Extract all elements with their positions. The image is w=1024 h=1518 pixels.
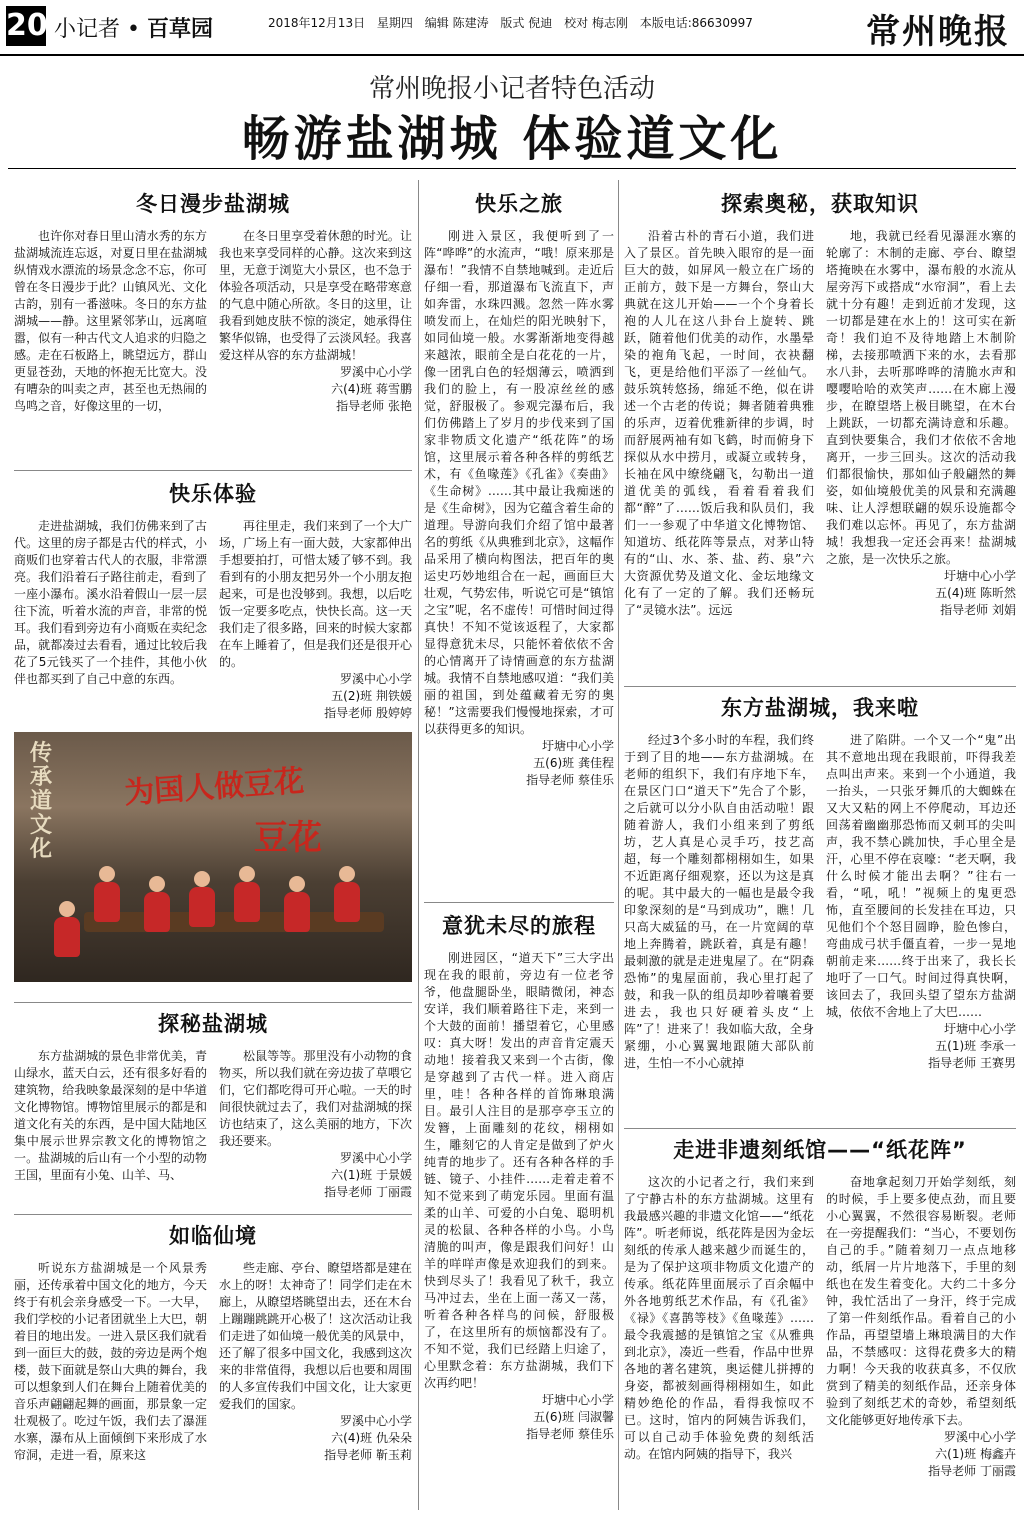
proof-credit: 校对 梅志刚: [564, 16, 628, 30]
byline-teacher: 指导老师 蔡佳乐: [526, 1427, 614, 1441]
article-title: 意犹未尽的旅程: [442, 914, 596, 938]
layout-credit: 版式 倪迪: [500, 16, 553, 30]
photo-sign: 豆花: [254, 818, 322, 858]
byline-teacher: 指导老师 丁丽霞: [324, 1185, 412, 1199]
byline-teacher: 指导老师 王赛男: [928, 1056, 1016, 1070]
byline-author: 六(1)班 于景媛: [331, 1168, 412, 1182]
article-unfinished-journey: [424, 910, 614, 1512]
section-name: 百草园: [147, 17, 214, 42]
article-explore-salt-lake: [14, 1008, 412, 1210]
body-text: 沿着古朴的青石小道，我们进入了景区。首先映入眼帘的是一面巨大的鼓，如屏风一般立在广场的正前方，鼓下是一方舞台，祭山大典就在这儿开始——一个个身着长袍的人儿在这八卦台上旋转、跳跃，随着他们优美的动作，水墨晕染的袍角飞起，一时间，衣袂翻飞，更是给他们平添了一丝仙气。鼓乐筑转悠扬，绵延不绝，似在讲述一个古老的传说；舞者随着典雅的乐声，迈着优雅新律的步调，时而舒展两袖有如飞鹤，时而俯身下探似从水中捞月，或凝立或转身，长袖在风中缭绕翩飞，勾勒出一道道优美的弧线，看着看着我们都“醉”了……饭后我和队员们，我们一一参观了中华道文化博物馆、知道坊、纸花阵等景点，对茅山特有的“山、水、茶、盐、药、泉”六大资源优势及道文化、金坛地缘文化有了一定的了解。我们还畅玩了“灵镜水法”。远远: [624, 229, 814, 617]
byline: [219, 671, 412, 722]
byline: [826, 1429, 1016, 1480]
article-divider: [624, 686, 1016, 687]
byline-author: 五(4)班 陈昕然: [935, 586, 1016, 600]
byline-author: 五(1)班 李承一: [935, 1039, 1016, 1053]
article-body: [14, 518, 207, 722]
page-number: 20: [6, 6, 46, 46]
byline-school: 圩塘中心小学: [541, 739, 614, 753]
body-text: 刚进园区，“道天下”三大字出现在我的眼前，旁边有一位老爷爷，他盘腿卧坐，眼睛微闭，神态安详，我们顺着路往下走，来到一个大鼓的面前！播望着它，心里感叹：真大呀！发出的声音肯定震天动地！接着我又来到一个古街，像是穿越到了古代一样。进入商店里，哇！各种各样的首饰琳琅满目。最引人注目的是那亭亭玉立的发簪，上面雕刻的花纹，栩栩如生，雕刻它的人肯定是做到了炉火纯青的地步了。还有各种各样的手链、镜子、小挂件……走着走着不知不觉来到了萌宠乐园。里面有温柔的山羊、可爱的小白兔、聪明机灵的松鼠、各种各样的小鸟。小鸟清脆的叫声，像是跟我们问好！山羊的咩咩声像是欢迎我们的到来。快到尽头了！我看见了秋千，我立马冲过去，坐在上面一荡又一荡，听着各种各样鸟的问候，舒服极了，在这里所有的烦恼都没有了。不知不觉，我们已经踏上归途了，心里默念着：东方盐湖城，我们下次再约吧！: [424, 951, 614, 1390]
desk-phone: 本版电话:86630997: [639, 16, 753, 30]
article-divider: [624, 1128, 1016, 1129]
body-text: 东方盐湖城的景色非常优美，青山绿水，蓝天白云，还有很多好看的建筑物，给我映象最深刻的是中华道文化博物馆。博物馆里展示的都是和道文化有关的东西，是中国大陆地区集中展示世界宗教文化的博物馆之一。盐湖城的后山有一个小型的动物王国，里面有小兔、山羊、马、: [14, 1049, 207, 1182]
page-kicker: 常州晚报小记者特色活动: [368, 74, 655, 104]
byline-author: 六(4)班 蒋雪鹏: [331, 382, 412, 396]
byline: [826, 1021, 1016, 1072]
page-headline: 畅游盐湖城 体验道文化: [241, 111, 783, 167]
byline-school: 圩塘中心小学: [943, 1022, 1016, 1036]
article-divider: [424, 902, 614, 903]
byline: [219, 1413, 412, 1464]
byline: [424, 1392, 614, 1443]
article-winter-walk: [14, 188, 412, 466]
byline-school: 圩塘中心小学: [943, 569, 1016, 583]
byline-author: 五(6)班 闫淑馨: [533, 1410, 614, 1424]
article-body: [826, 228, 1016, 619]
article-divider: [14, 470, 412, 471]
body-text: 再往里走，我们来到了一个大广场，广场上有一面大鼓，大家都伸出手想要拍打，可惜太矮了够不到。我看到有的小朋友把另外一个小朋友抱起来，可是也没够到。我想，以后吃饭一定要多吃点，快快长高。这一天我们走了很多路，回来的时候大家都在车上睡着了，但是我们还是很开心的。: [219, 519, 412, 669]
article-body: [219, 228, 412, 415]
article-papercut-museum: [624, 1134, 1016, 1512]
article-here-i-come: [624, 692, 1016, 1124]
child-figure: [54, 917, 80, 957]
article-title: 走进非遗刻纸馆——“纸花阵”: [673, 1138, 967, 1162]
article-title: 快乐体验: [169, 482, 257, 506]
section-dot: •: [127, 17, 140, 42]
article-body: [14, 1260, 207, 1464]
article-body: [14, 228, 207, 415]
body-text: 经过3个多小时的车程，我们终于到了目的地——东方盐湖城。在老师的组织下，我们有序地下车，在景区门口“道天下”先合了个影，之后就可以分小队自由活动啦！跟随着游人，我们小组来到了剪纸坊，艺人真是心灵手巧，技艺高超，每一个雕刻都栩栩如生，如果不近距离仔细观察，还以为这是真的呢。其中最大的一幅也是最令我印象深刻的是“马到成功”，瞧！几只高大威猛的马，在一片宽阔的草地上奔腾着，跳跃着，真是有趣！最刺激的就是走进鬼屋了。在“阴森恐怖”的鬼屋面前，我心里打起了鼓，和我一队的组员却吵着嚷着要进去，我也只好硬着头皮“上阵”了！进来了！我如临大敌，全身紧绷，小心翼翼地跟随大部队前进，生怕一不小心就掉: [624, 733, 814, 1070]
body-text: 地，我就已经看见瀑涯水寨的轮廓了：木制的走廊、亭台、瞭望塔掩映在水雾中，瀑布般的水流从屋旁泻下或搭成“水帘洞”，看上去就十分有趣！走到近前才发现，这一切都是建在水上的！这可实在新奇！我们迫不及待地踏上木制阶梯，去接那喷洒下来的水，去看那水八卦，去听那哗哗的清脆水声和嘤嘤哈哈的欢笑声……在木廊上漫步，在瞭望塔上极目眺望，在木台上跳跃，一切都充满诗意和乐趣。直到快要集合，我们才依依不舍地离开，一步三回头。这次的活动我们都很愉快，那如仙子般翩然的舞姿，如仙境般优美的风景和充满趣味、让人浮想联翩的娱乐设施都令我们难以忘怀。再见了，东方盐湖城！我想我一定还会再来！盐湖城之旅，是一次快乐之旅。: [826, 229, 1016, 566]
body-text: 这次的小记者之行，我们来到了宁静古朴的东方盐湖城。这里有我最感兴趣的非遗文化馆——“纸花阵”。听老师说，纸花阵是因为金坛刻纸的传承人越来越少而诞生的，是为了保护这项非物质文化遗产的传承。纸花阵里面展示了百余幅中外各地剪纸艺术作品，有《孔雀》《禄》《喜鹊等枝》《鱼喙莲》……最令我震撼的是镇馆之宝《从雅典到北京》，凑近一些看，作品中世界各地的著名建筑，奥运健儿拼搏的身姿，都被刻画得栩栩如生，如此精妙绝伦的作品，看得我惊叹不已。这时，馆内的阿姨告诉我们，可以自己动手体验免费的刻纸活动。在馆内阿姨的指导下，我兴: [624, 1175, 814, 1461]
group-photo: [14, 732, 412, 982]
body-text: 走进盐湖城，我们仿佛来到了古代。这里的房子都是古代的样式，小商贩们也穿着古代人的衣服，非常漂亮。我们沿着石子路往前走，看到了一座小瀑布。溪水沿着假山一层一层往下流，听着水流的声音，非常的悦耳。我们看到旁边有小商贩在卖纪念品，就都凑过去看看，通过比较后我花了5元钱买了一个挂件，其他小伙伴也都买到了自己中意的东西。: [14, 519, 207, 686]
article-body: [219, 1048, 412, 1201]
photo-side-text: 传承道文化: [30, 741, 53, 862]
byline-author: 六(4)班 仇朵朵: [331, 1431, 412, 1445]
article-title: 探秘盐湖城: [158, 1012, 268, 1036]
child-figure: [284, 892, 310, 932]
body-text: 刚进入景区，我便听到了一阵“哗哗”的水流声，“哦！原来那是瀑布！”我情不自禁地喊到。走近后仔细一看，那道瀑布飞流直下，声如奔雷，水珠四溅。忽然一阵水雾喷发而上，在灿烂的阳光映射下，如同仙境一般。水雾渐渐地变得越来越浓，眼前全是白花花的一片，像一团乳白色的轻烟薄云，喷洒到我们的脸上，有一股凉丝丝的感觉，舒服极了。参观完瀑布后，我们仿佛踏上了岁月的步伐来到了国家非物质文化遗产“纸花阵”的场馆，这里展示着各种各样的剪纸艺术，有《鱼喙莲》《孔雀》《奏曲》《生命树》……其中最让我痴迷的是《生命树》，因为它蕴含着生命的道理。导游向我们介绍了馆中最著名的剪纸《从典雅到北京》，这幅作品采用了横向构图法，把百年的奥运史巧妙地组合在一起，画面巨大壮观，气势宏伟，听说它可是“镇馆之宝”呢，名不虚传！可惜时间过得真快！不知不觉该返程了，大家都显得意犹未尽，只能怀着依依不舍的心情离开了诗情画意的东方盐湖城。我情不自禁地感叹道：“我们美丽的祖国，到处蕴藏着无穷的奥秘！”这需要我们慢慢地探索，才可以获得更多的知识。: [424, 229, 614, 736]
byline-author: 五(6)班 龚佳程: [533, 756, 614, 770]
article-happy-experience: [14, 478, 412, 728]
section-prefix: 小记者: [54, 17, 121, 42]
child-figure: [234, 882, 260, 922]
article-body: [624, 732, 814, 1072]
newspaper-masthead: 常州晚报: [866, 12, 1010, 52]
article-title: 如临仙境: [169, 1224, 257, 1248]
article-divider: [14, 1002, 412, 1003]
byline-teacher: 指导老师 蔡佳乐: [526, 773, 614, 787]
byline-author: 六(1)班 梅鑫卉: [935, 1447, 1016, 1461]
byline-teacher: 指导老师 靳玉莉: [324, 1448, 412, 1462]
article-body: [826, 732, 1016, 1072]
body-text: 松鼠等等。那里没有小动物的食物买，所以我们就在旁边拔了草喂它们，它们都吃得可开心啦。一天的时间很快就过去了，我们对盐湖城的探访也结束了，这么美丽的地方，下次我还要来。: [219, 1049, 412, 1148]
article-body: [624, 228, 814, 619]
article-explore-mysteries: [624, 188, 1016, 682]
byline: [219, 1150, 412, 1201]
body-text: 些走廊、亭台、瞭望塔都是建在水上的呀！太神奇了！同学们走在木廊上，从瞭望塔眺望出去，还在木台上蹦蹦跳跳开心极了！这次活动让我们走进了如仙境一般优美的风景中，还了解了很多中国文化，我感到这次来的非常值得，我想以后也要和周围的人多宣传我们中国文化，让大家更爱我们的国家。: [219, 1261, 412, 1411]
byline-school: 圩塘中心小学: [541, 1393, 614, 1407]
article-body: [424, 228, 614, 789]
issue-meta: [268, 14, 761, 31]
article-happy-journey: [424, 188, 614, 898]
article-title: 东方盐湖城，我来啦: [721, 696, 919, 720]
byline: [219, 364, 412, 415]
body-text: 奋地拿起刻刀开始学刻纸，刻的时候，手上要多使点劲，而且要小心翼翼，不然很容易断裂。老师在一旁提醒我们：“当心，不要划伤自己的手。”随着刻刀一点点地移动，纸屑一片片地落下，手里的刻纸也在发生着变化。大约二十多分钟，我忙活出了一身汗，终于完成了第一件刻纸作品。看着自己的小作品，再望望墙上琳琅满目的大作品，不禁感叹：这得花费多大的精力啊！今天我的收获真多，不仅欣赏到了精美的刻纸作品，还亲身体验到了刻纸艺术的奇妙，希望刻纸文化能够更好地传承下去。: [826, 1175, 1016, 1427]
article-body: [14, 1048, 207, 1201]
article-title: 探索奥秘，获取知识: [721, 192, 919, 216]
child-figure: [144, 892, 170, 932]
body-text: 在冬日里享受着休憩的时光。让我也来享受同样的心静。这次来到这里，无意于浏览大小景区，也不急于体验各项活动，只是享受在略带寒意的气息中随心所欲。冬日的这里，让我看到她皮肤不惊的淡定，她承得住繁华似锦，也受得了云淡风轻。我喜爱这样从容的东方盐湖城！: [219, 229, 412, 362]
byline-school: 罗溪中心小学: [943, 1430, 1016, 1444]
byline-teacher: 指导老师 殷婷婷: [324, 706, 412, 720]
byline-teacher: 指导老师 张艳: [336, 399, 412, 413]
body-text: 进了陷阱。一个又一个“鬼”出其不意地出现在我眼前，吓得我差点叫出声来。来到一个小通道，我一抬头，一只张牙舞爪的大蜘蛛在又大又粘的网上不停爬动，耳边还回荡着幽幽那恐怖而又刺耳的尖叫声，我不禁心跳加快，手心里全是汗，心里不停在哀嚎：“老天啊，我什么时候才能出去啊？”往右一看，“吼，吼！”视频上的鬼更恐怖，直至腰间的长发挂在耳边，只见他们个个怒目圆睁，脸色惨白，弯曲成弓状手僵直着，一步一晃地朝前走来……终于出来了，我长长地吁了一口气。时间过得真快啊，该回去了，我回头望了望东方盐湖城，依依不舍地上了大巴……: [826, 733, 1016, 1019]
article-title: 冬日漫步盐湖城: [136, 192, 290, 216]
byline-author: 五(2)班 荆铁媛: [331, 689, 412, 703]
body-text: 听说东方盐湖城是一个风景秀丽，还传承着中国文化的地方，今天终于有机会亲身感受一下。一大早，我们学校的小记者团就坐上大巴，朝着目的地出发。一进入景区我们就看到一面巨大的鼓，鼓的旁边是两个炮楼，鼓下面就是祭山大典的舞台，我可以想象到人们在舞台上随着优美的音乐声翩翩起舞的画面，那景象一定壮观极了。吃过午饭，我们去了瀑涯水寨，瀑布从上面倾倒下来形成了水帘洞，走进一看，原来这: [14, 1261, 207, 1462]
headline-rule: [8, 168, 1016, 169]
byline: [424, 738, 614, 789]
article-body: [424, 950, 614, 1443]
column-divider: [418, 180, 419, 1510]
editor-credit: 编辑 陈建涛: [424, 16, 489, 30]
issue-weekday: 星期四: [376, 16, 413, 30]
byline-teacher: 指导老师 丁丽霞: [928, 1464, 1016, 1478]
article-body: [219, 518, 412, 722]
byline-school: 罗溪中心小学: [339, 365, 412, 379]
article-divider: [14, 1214, 412, 1215]
article-title: 快乐之旅: [475, 192, 563, 216]
column-divider: [618, 180, 619, 1510]
article-body: [826, 1174, 1016, 1480]
byline-school: 罗溪中心小学: [339, 672, 412, 686]
body-text: 也许你对春日里山清水秀的东方盐湖城流连忘返，对夏日里在盐湖城纵情戏水漂流的场景念念不忘，你可曾在冬日漫步于此？山镇风光、文化古韵，别有一番滋味。冬日的东方盐湖城——静。这里紧邻茅山，远离喧嚣，似有一种古代文人追求的归隐之感。走在石板路上，眺望远方，群山更显苍劲，天地的怀抱无比宽大。没有嘈杂的叫卖之声，甚至也无热闹的鸟鸣之音，好像这里的一切，: [14, 229, 207, 413]
article-body: [219, 1260, 412, 1464]
issue-date: 2018年12月13日: [268, 16, 366, 30]
section-label: [54, 12, 213, 43]
child-figure: [94, 882, 120, 922]
child-figure: [334, 882, 360, 922]
byline-school: 罗溪中心小学: [339, 1151, 412, 1165]
photo-banner: 为国人做豆花: [123, 763, 306, 812]
article-body: [624, 1174, 814, 1480]
byline-teacher: 指导老师 刘娟: [940, 603, 1016, 617]
page-header: [0, 0, 1024, 56]
child-figure: [189, 887, 215, 927]
byline-school: 罗溪中心小学: [339, 1414, 412, 1428]
article-fairyland: [14, 1220, 412, 1512]
byline: [826, 568, 1016, 619]
